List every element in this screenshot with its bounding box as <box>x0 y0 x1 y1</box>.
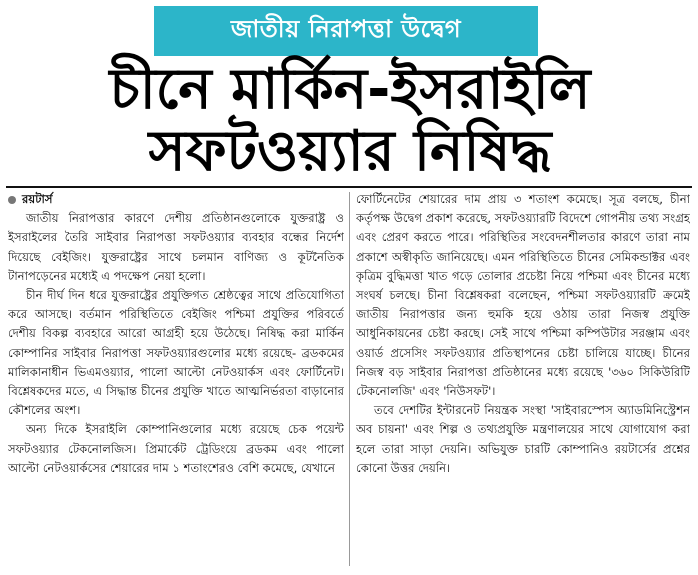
section-banner: জাতীয় নিরাপত্তা উদ্বেগ <box>154 6 538 56</box>
headline-line-2: সফটওয়্যার নিষিদ্ধ <box>148 119 552 184</box>
column-divider <box>349 192 350 566</box>
byline-source: রয়টার্স <box>22 192 53 206</box>
paragraph: জাতীয় নিরাপত্তার কারণে দেশীয় প্রতিষ্ঠানগুলোকে যুক্তরাষ্ট্র ও ইসরাইলের তৈরি সাইবার নিরাপত্তা সফটওয়্যার ব্যবহার বন্ধের নির্দেশ দিয়েছে বেইজিং। যুক্তরাষ্ট্রের সাথে চলমান বাণিজ্য ও কূটনৈতিক টানাপড়েনের মধ্যেই এ পদক্ষেপ নেয়া হলো। <box>8 211 344 283</box>
headline-line-1: চীনে মার্কিন-ইসরাইলি <box>109 57 591 122</box>
paragraph: অন্য দিকে ইসরাইলি কোম্পানিগুলোর মধ্যে রয়েছে চেক পয়েন্ট সফটওয়্যার টেকনোলজিস। প্রিমার্কেট ট্রেডিংয়ে ব্রডকম এবং পালো আল্টো নেটওয়ার্কসের শেয়ারের দাম ১ শতাংশেরও বেশি কমেছে, যেখানে <box>8 422 344 475</box>
paragraph: চীন দীর্ঘ দিন ধরে যুক্তরাষ্ট্রের প্রযুক্তিগত শ্রেষ্ঠত্বের সাথে প্রতিযোগিতা করে আসছে। বর্তমান পরিস্থিতিতে বেইজিং পশ্চিমা প্রযুক্তির পরিবর্তে দেশীয় বিকল্প ব্যবহারে আরো আগ্রহী হয়ে উঠেছে। নিষিদ্ধ করা মার্কিন কোম্পানির সাইবার নিরাপত্তা সফটওয়্যারগুলোর মধ্যে রয়েছে- ব্রডকমের মালিকানাধীন ভিএমওয়্যার, পালো আল্টো নেটওয়ার্কস এবং ফোর্টিনেট। বিশ্লেষকদের মতে, এ সিদ্ধান্ত চীনের প্রযুক্তি খাতে আত্মনির্ভরতা বাড়ানোর কৌশলের অংশ। <box>8 288 344 418</box>
bullet-icon <box>8 196 16 204</box>
headline-rule <box>6 186 692 188</box>
paragraph: ফোর্টিনেটের শেয়ারের দাম প্রায় ৩ শতাংশ কমেছে। সূত্র বলছে, চীনা কর্তৃপক্ষ উদ্বেগ প্রকাশ করেছে, সফটওয়্যারটি বিদেশে গোপনীয় তথ্য সংগ্রহ এবং প্রেরণ করতে পারে। পরিস্থিতির সংবেদনশীলতার কারণে তারা নাম প্রকাশে অস্বীকৃতি জানিয়েছে। এমন পরিস্থিতিতে চীনের সেমিকন্ডাক্টর এবং কৃত্রিম বুদ্ধিমত্তা খাত গড়ে তোলার প্রচেষ্টা নিয়ে পশ্চিমা এবং চীনের মধ্যে সংঘর্ষ চলছে। চীনা বিশ্লেষকরা বলেছেন, পশ্চিমা সফটওয়্যারটি ক্রমেই জাতীয় নিরাপত্তার জন্য হুমকি হয়ে ওঠায় তারা নিজস্ব প্রযুক্তি আধুনিকায়নের চেষ্টা করছে। সেই সাথে পশ্চিমা কম্পিউটার সরঞ্জাম এবং ওয়ার্ড প্রসেসিং সফটওয়্যার প্রতিস্থাপনের চেষ্টা চালিয়ে যাচ্ছে। চীনের নিজস্ব বড় সাইবার নিরাপত্তা প্রতিষ্ঠানের মধ্যে রয়েছে '৩৬০ সিকিউরিটি টেকনোলজি' এবং 'নিউসফট'। <box>356 192 690 399</box>
paragraph: তবে দেশটির ইন্টারনেট নিয়ন্ত্রক সংস্থা 'সাইবারস্পেস অ্যাডমিনিস্ট্রেশন অব চায়না' এবং শিল্প ও তথ্যপ্রযুক্তি মন্ত্রণালয়ের সাথে যোগাযোগ করা হলে তারা সাড়া দেয়নি। অভিযুক্ত চারটি কোম্পানিও রয়টার্সের প্রশ্নের কোনো উত্তর দেয়নি। <box>356 403 690 475</box>
article-column-left <box>8 190 344 570</box>
byline <box>8 190 344 209</box>
article-column-right <box>356 190 690 570</box>
